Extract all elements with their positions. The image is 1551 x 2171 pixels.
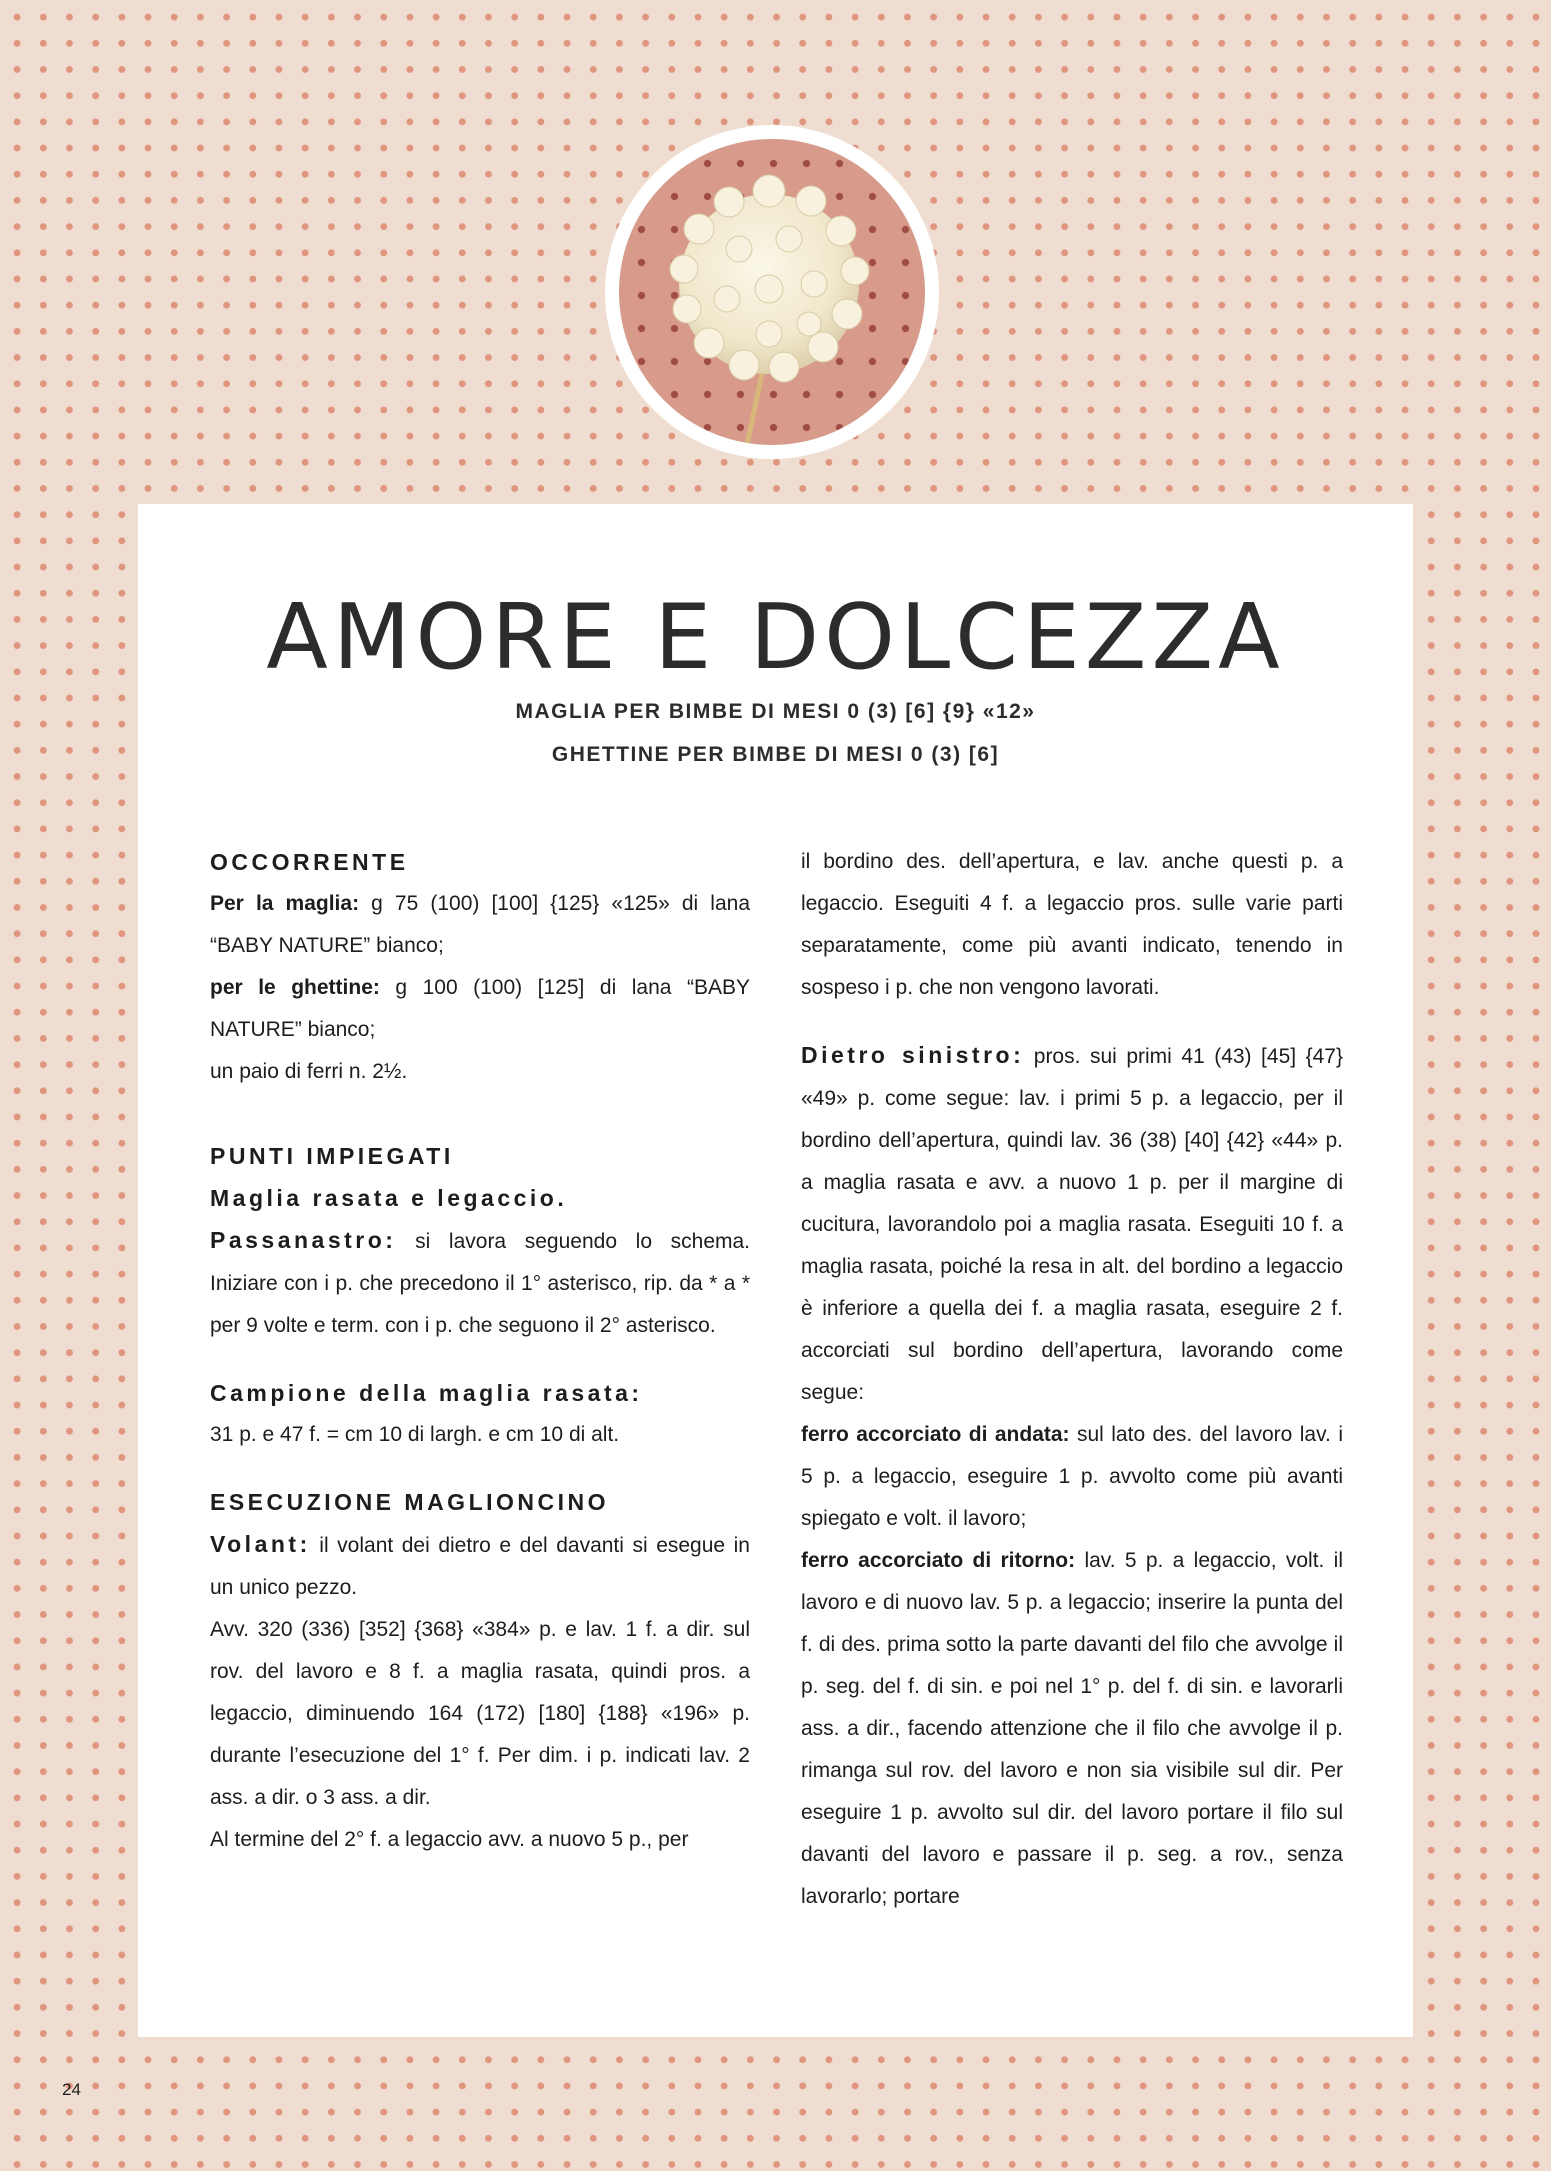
paragraph-dietro-sinistro xyxy=(801,1034,1343,1414)
paragraph-continued: il bordino des. dell’apertura, e lav. anche questi p. a legaccio. Eseguiti 4 f. a legaccio pros. sulle varie parti separatamente, come più avanti indicato, tenendo in sospeso i p. che non vengono lavorati. xyxy=(801,850,1343,999)
label-per-le-ghettine: per le ghettine: xyxy=(210,976,380,999)
paragraph-campione: 31 p. e 47 f. = cm 10 di largh. e cm 10 di alt. xyxy=(210,1423,620,1446)
subtitle-maglia: MAGLIA PER BIMBE DI MESI 0 (3) [6] {9} «12» xyxy=(515,700,1036,723)
label-ferro-ritorno: ferro accorciato di ritorno: xyxy=(801,1549,1076,1572)
text-per-la-maglia: g 75 (100) [100] {125} «125» di lana “BABY NATURE” bianco; xyxy=(210,892,751,957)
page-title: AMORE E DOLCEZZA xyxy=(266,585,1285,690)
paragraph-volant xyxy=(210,1523,750,1609)
label-dietro-sinistro: Dietro sinistro: xyxy=(801,1042,1025,1068)
heading-esecuzione: ESECUZIONE MAGLIONCINO xyxy=(210,1489,610,1515)
paragraph-ferro-ritorno xyxy=(801,1540,1343,1918)
page-number: 24 xyxy=(62,2080,81,2099)
heading-punti-impiegati: PUNTI IMPIEGATI xyxy=(210,1143,454,1169)
heading-occorrente: OCCORRENTE xyxy=(210,849,409,875)
content-panel xyxy=(138,504,1413,2037)
text-volant: il volant dei dietro e del davanti si esegue in un unico pezzo. xyxy=(210,1534,750,1599)
label-ferro-andata: ferro accorciato di andata: xyxy=(801,1423,1070,1446)
label-per-la-maglia: Per la maglia: xyxy=(210,892,360,915)
text-ferro-ritorno: lav. 5 p. a legaccio, volt. il lavoro e di nuovo lav. 5 p. a legaccio; inserire la punta del f. di des. prima sotto la parte davanti del filo che avvolge il p. seg. del f. di sin. e poi nel 1° p. del f. di sin. e lavorarli ass. a dir., facendo attenzione che il filo che avvolge il p. rimanga sul rov. del lavoro e non sia visibile sul dir. Per eseguire 1 p. avvolto sul dir. del lavoro portare il filo sul davanti del lavoro e passare il p. seg. a rov., senza lavorarlo; portare xyxy=(801,1549,1344,1908)
paragraph-ghettine xyxy=(210,967,750,1051)
paragraph-passanastro xyxy=(210,1219,750,1347)
paragraph-ferro-andata xyxy=(801,1414,1343,1540)
heading-maglia-rasata: Maglia rasata e legaccio. xyxy=(210,1185,568,1211)
left-column xyxy=(210,841,750,1861)
pompom-photo xyxy=(619,139,925,445)
label-volant: Volant: xyxy=(210,1531,311,1557)
text-ferro-andata: sul lato des. del lavoro lav. i 5 p. a legaccio, eseguire 1 p. avvolto come più avanti spiegato e volt. il lavoro; xyxy=(801,1423,1343,1530)
pompom-illustration xyxy=(619,139,925,445)
heading-campione: Campione della maglia rasata: xyxy=(210,1380,643,1406)
text-dietro-sinistro: pros. sui primi 41 (43) [45] {47} «49» p. come segue: lav. i primi 5 p. a legaccio, per il bordino dell’apertura, quindi lav. 36 (38) [40] {42} «44» p. a maglia rasata e avv. a nuovo 1 p. per il margine di cucitura, lavorandolo poi a maglia rasata. Eseguiti 10 f. a maglia rasata, poiché la resa in alt. del bordino a legaccio è inferiore a quella dei f. a maglia rasata, eseguire 2 f. accorciati sul bordino dell’apertura, lavorando come segue: xyxy=(801,1045,1343,1404)
right-column xyxy=(801,841,1343,1918)
text-passanastro: si lavora seguendo lo schema. Iniziare con i p. che precedono il 1° asterisco, rip. da * a * per 9 volte e term. con i p. che seguono il 2° asterisco. xyxy=(210,1230,750,1337)
paragraph-maglia xyxy=(210,883,750,967)
photo-frame xyxy=(605,125,939,459)
text-per-le-ghettine: g 100 (100) [125] di lana “BABY NATURE” bianco; xyxy=(210,976,750,1041)
paragraph-ferri: un paio di ferri n. 2½. xyxy=(210,1060,408,1083)
label-passanastro: Passanastro: xyxy=(210,1227,397,1253)
subtitle-ghettine: GHETTINE PER BIMBE DI MESI 0 (3) [6] xyxy=(551,743,1000,766)
paragraph-avvio: Avv. 320 (336) [352] {368} «384» p. e lav. 1 f. a dir. sul rov. del lavoro e 8 f. a maglia rasata, quindi pros. a legaccio, diminuendo 164 (172) [180] {188} «196» p. durante l’esecuzione del 1° f. Per dim. i p. indicati lav. 2 ass. a dir. o 3 ass. a dir. xyxy=(210,1618,750,1809)
paragraph-termine: Al termine del 2° f. a legaccio avv. a nuovo 5 p., per xyxy=(210,1828,689,1851)
